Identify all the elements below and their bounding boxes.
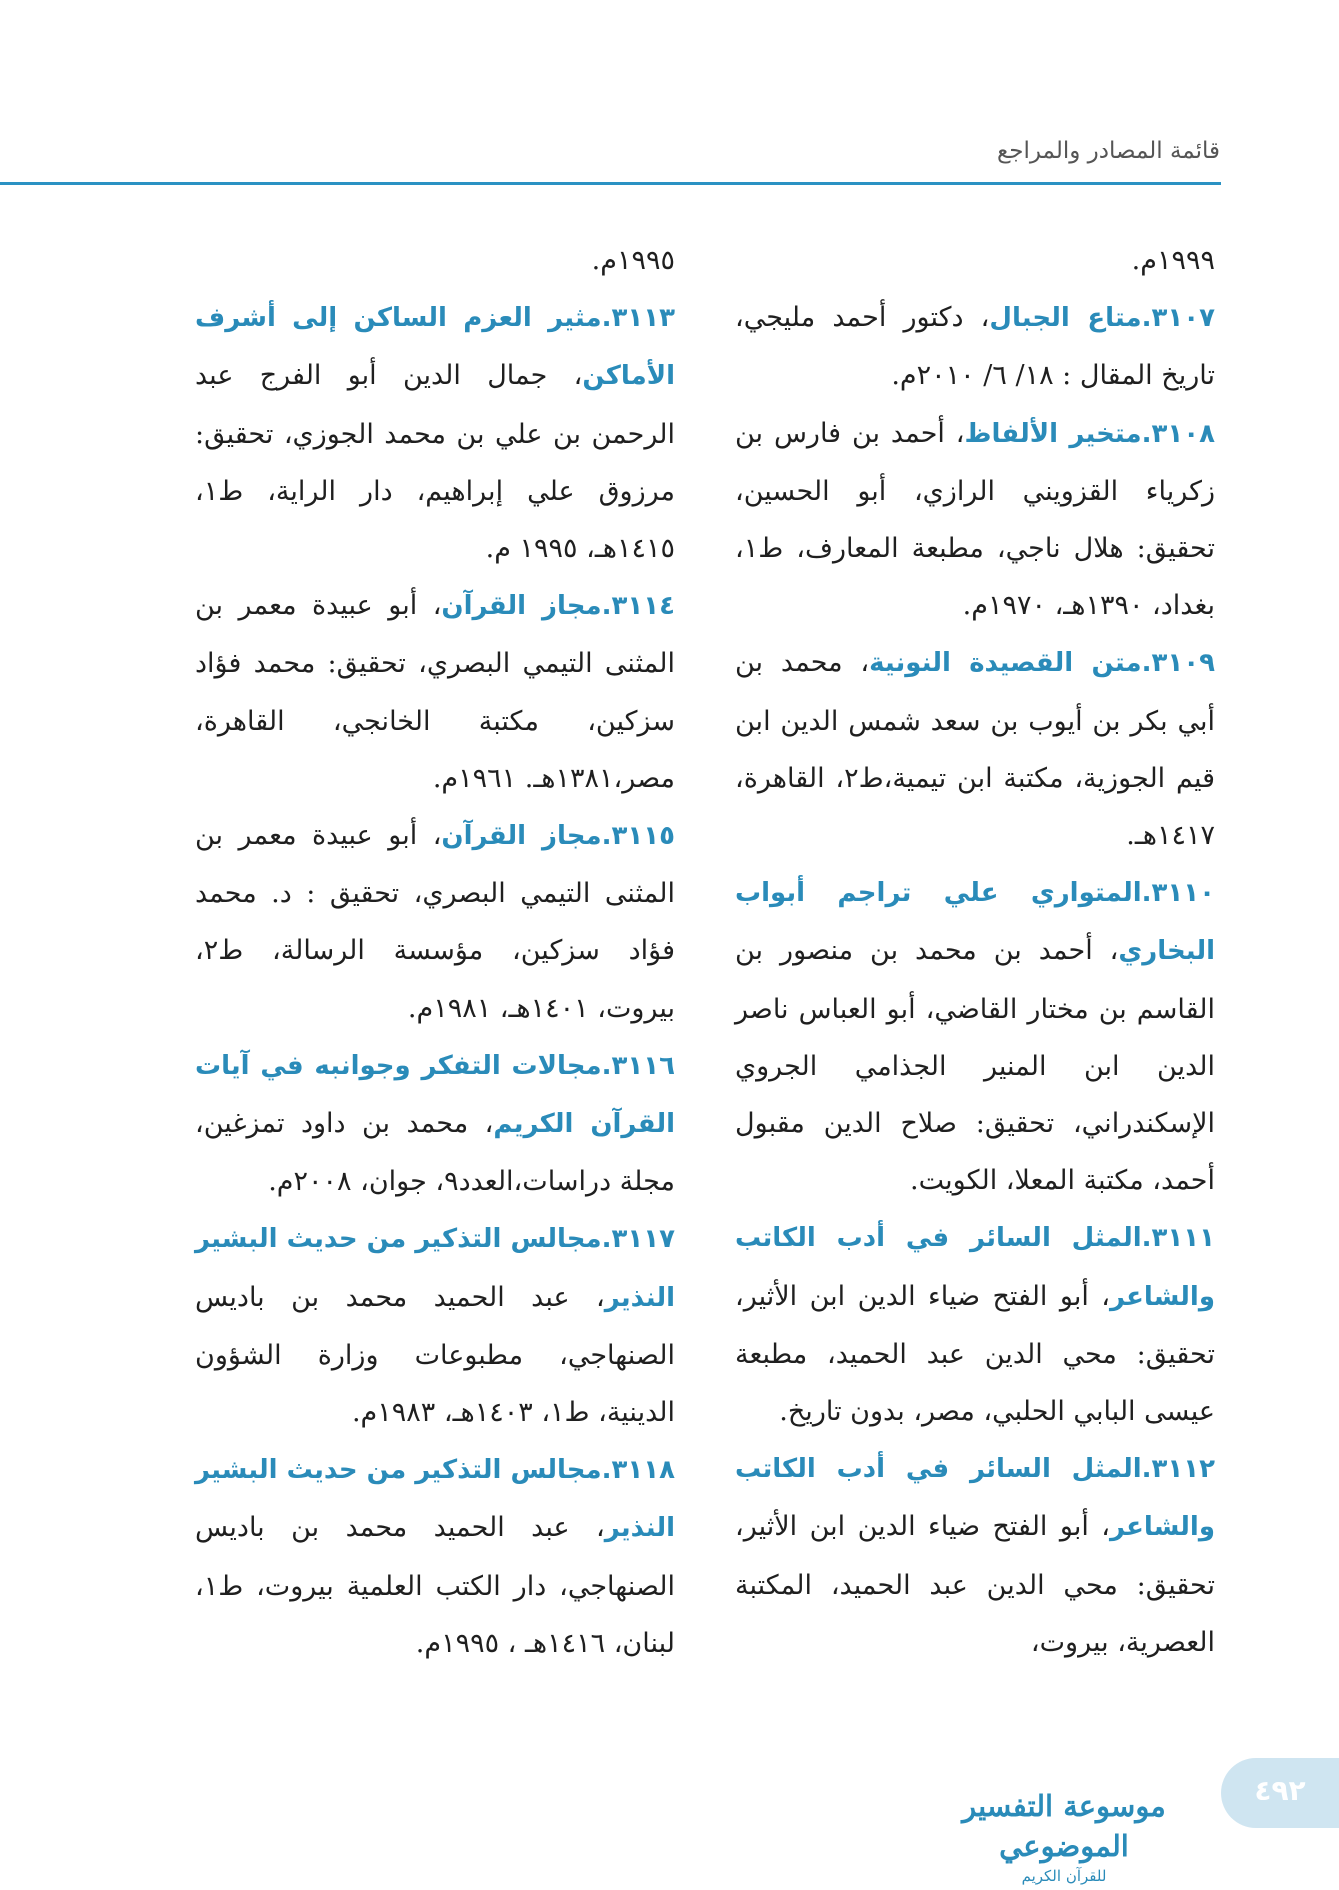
entry-continuation <box>195 232 675 289</box>
bibliography-entry <box>735 634 1215 864</box>
entry-title: المثل السائر في أدب الكاتب والشاعر <box>735 1454 1215 1543</box>
bibliography-entry <box>735 289 1215 404</box>
bibliography-entry <box>195 577 675 807</box>
entry-details: ، أبو عبيدة معمر بن المثنى التيمي البصري، تحقيق: محمد فؤاد سزكين، مكتبة الخانجي، القاهرة، مصر،١٣٨١هـ. ١٩٦١م. <box>195 590 675 794</box>
entry-details: ، عبد الحميد محمد بن باديس الصنهاجي، دار الكتب العلمية بيروت، ط١، لبنان، ١٤١٦هـ ، ١٩٩٥م. <box>195 1512 675 1659</box>
entry-details: ، جمال الدين أبو الفرج عبد الرحمن بن علي بن محمد الجوزي، تحقيق: مرزوق علي إبراهيم، دار الراية، ط١، ١٤١٥هـ، ١٩٩٥ م. <box>195 360 675 565</box>
entry-details: ، أبو الفتح ضياء الدين ابن الأثير، تحقيق: محي الدين عبد الحميد، المكتبة العصرية، بيروت، <box>735 1511 1215 1658</box>
entry-number: ٣١١٦. <box>601 1050 675 1081</box>
page-number-tab <box>1221 1758 1339 1828</box>
entry-title: متن القصيدة النونية <box>869 648 1142 679</box>
entry-details: ، محمد بن أبي بكر بن أيوب بن سعد شمس الدين ابن قيم الجوزية، مكتبة ابن تيمية،ط٢، القاهرة، ١٤١٧هـ. <box>735 647 1215 852</box>
entry-details: ، أبو عبيدة معمر بن المثنى التيمي البصري، تحقيق : د. محمد فؤاد سزكين، مؤسسة الرسالة، ط٢، بيروت، ١٤٠١هـ، ١٩٨١م. <box>195 820 675 1024</box>
encyclopedia-logo <box>944 1786 1184 1885</box>
bibliography-entry <box>195 1210 675 1441</box>
bibliography-entry <box>195 1441 675 1672</box>
entry-number: ٣١١٧. <box>601 1224 675 1255</box>
bibliography-entry <box>735 405 1215 635</box>
entry-number: ٣١١٣. <box>601 303 675 334</box>
logo-sub-text: للقرآن الكريم <box>1021 1867 1107 1885</box>
entry-title: المتواري علي تراجم أبواب البخاري <box>735 878 1215 967</box>
entry-details: ، محمد بن داود تمزغين، مجلة دراسات،العدد٩، جوان، ٢٠٠٨م. <box>195 1108 675 1198</box>
entry-title: متاع الجبال <box>989 303 1142 334</box>
entry-title: مجاز القرآن <box>441 821 602 852</box>
entry-details: ، عبد الحميد محمد بن باديس الصنهاجي، مطبوعات وزارة الشؤون الدينية، ط١، ١٤٠٣هـ، ١٩٨٣م. <box>195 1281 675 1429</box>
entry-number: ٣١٠٨. <box>1141 418 1215 449</box>
bibliography-entry <box>735 1440 1215 1671</box>
entry-details: ، أحمد بن فارس بن زكرياء القزويني الرازي، أبو الحسين، تحقيق: هلال ناجي، مطبعة المعارف، ط١، بغداد، ١٣٩٠هـ، ١٩٧٠م. <box>735 417 1215 622</box>
entry-number: ٣١١٤. <box>601 591 675 622</box>
bibliography-entry <box>195 1037 675 1211</box>
bibliography-column-left <box>195 232 675 1672</box>
entry-details: ، دكتور أحمد مليجي، تاريخ المقال : ١٨/ ٦/ ٢٠١٠م. <box>735 302 1215 392</box>
entry-number: ٣١١١. <box>1141 1223 1215 1254</box>
logo-main-text: موسوعة التفسير الموضوعي <box>962 1789 1166 1863</box>
entry-number: ٣١١٢. <box>1141 1454 1215 1485</box>
continuation-text: ١٩٩٩م. <box>1131 245 1215 276</box>
entry-title: مجالس التذكير من حديث البشير النذير <box>195 1455 675 1544</box>
entry-number: ٣١٠٩. <box>1141 648 1215 679</box>
bibliography-column-right <box>735 232 1215 1671</box>
entry-continuation <box>735 232 1215 289</box>
entry-title: مجالس التذكير من حديث البشير النذير <box>195 1224 675 1313</box>
running-header: قائمة المصادر والمراجع <box>997 138 1220 164</box>
continuation-text: ١٩٩٥م. <box>591 245 675 276</box>
entry-number: ٣١٠٧. <box>1141 303 1215 334</box>
header-rule <box>0 182 1221 185</box>
entry-number: ٣١١٨. <box>601 1455 675 1486</box>
bibliography-entry <box>195 807 675 1037</box>
page-number: ٤٩٢ <box>1254 1774 1306 1807</box>
entry-title: مجاز القرآن <box>441 591 602 622</box>
entry-number: ٣١١٥. <box>601 821 675 852</box>
entry-title: مجالات التفكر وجوانبه في آيات القرآن الكريم <box>195 1050 675 1140</box>
entry-title: المثل السائر في أدب الكاتب والشاعر <box>735 1223 1215 1312</box>
entry-details: ، أحمد بن محمد بن منصور بن القاسم بن مختار القاضي، أبو العباس ناصر الدين ابن المنير الجذامي الجروي الإسكندراني، تحقيق: صلاح الدين مقبول أحمد، مكتبة المعلا، الكويت. <box>735 935 1215 1197</box>
bibliography-entry <box>735 1209 1215 1440</box>
entry-number: ٣١١٠. <box>1141 878 1215 909</box>
entry-title: مثير العزم الساكن إلى أشرف الأماكن <box>195 303 675 392</box>
bibliography-entry <box>195 289 675 577</box>
entry-details: ، أبو الفتح ضياء الدين ابن الأثير، تحقيق: محي الدين عبد الحميد، مطبعة عيسى البابي الحلبي، مصر، بدون تاريخ. <box>735 1280 1215 1428</box>
bibliography-entry <box>735 864 1215 1209</box>
entry-title: متخير الألفاظ <box>964 418 1142 449</box>
